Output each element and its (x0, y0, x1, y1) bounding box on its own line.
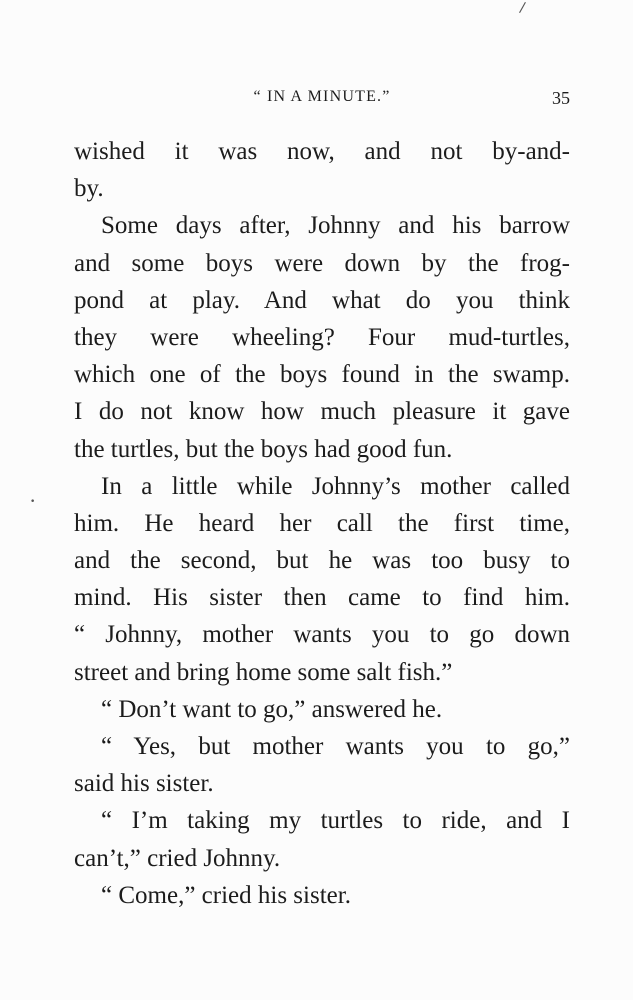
body-text (74, 133, 570, 914)
text-line: can’t,” cried Johnny. (74, 844, 281, 872)
text-line: pond at play. And what do you think (74, 286, 570, 314)
text-line: I do not know how much pleasure it gave (74, 398, 570, 426)
text-line: In a little while Johnny’s mother called (101, 472, 570, 500)
text-line: street and bring home some salt fish.” (74, 658, 453, 686)
text-line: said his sister. (74, 770, 214, 798)
text-line: him. He heard her call the first time, (74, 509, 570, 537)
text-line: the turtles, but the boys had good fun. (74, 435, 453, 463)
text-line: “ Johnny, mother wants you to go down (74, 621, 570, 649)
running-title: “ IN A MINUTE.” (253, 88, 391, 105)
text-line: “ Don’t want to go,” answered he. (101, 695, 443, 723)
text-line: “ Yes, but mother wants you to go,” (101, 733, 570, 760)
text-line: they were wheeling? Four mud-turtles, (74, 323, 570, 351)
text-line: and some boys were down by the frog- (74, 249, 570, 277)
text-line: “ I’m taking my turtles to ride, and I (101, 807, 570, 835)
running-head (74, 88, 570, 114)
text-line: and the second, but he was too busy to (74, 547, 570, 575)
text-line: by. (74, 175, 104, 203)
text-line: which one of the boys found in the swamp. (74, 361, 570, 389)
page-number: 35 (552, 88, 570, 108)
margin-speck: • (30, 497, 36, 507)
text-line: “ Come,” cried his sister. (101, 881, 351, 909)
text-line: Some days after, Johnny and his barrow (101, 212, 570, 240)
text-line: wished it was now, and not by-and- (74, 138, 570, 165)
text-line: mind. His sister then came to find him. (74, 584, 570, 612)
pencil-mark: / (518, 0, 527, 17)
